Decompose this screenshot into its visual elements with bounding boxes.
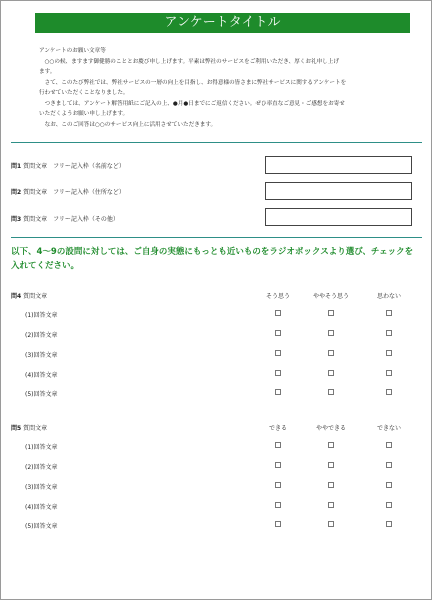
checkbox[interactable] xyxy=(386,389,392,395)
question-number: 問1 xyxy=(11,163,22,170)
intro-line: つきましては、アンケート解答用紙にご記入の上、●月●日までにご返信ください。ぜひ率直なご意見・ご感想をお寄せ xyxy=(39,100,345,107)
checkbox[interactable] xyxy=(328,310,334,316)
checkbox[interactable] xyxy=(275,389,281,395)
divider xyxy=(11,237,422,238)
checkbox[interactable] xyxy=(328,350,334,356)
intro-line: 行わせていただくことなりました。 xyxy=(39,90,129,96)
question-text: 質問文章 フリー記入枠（名前など） xyxy=(23,163,125,170)
answer-label: (2)回答文章 xyxy=(25,332,58,339)
checkbox[interactable] xyxy=(328,370,334,376)
question-2-input[interactable] xyxy=(265,182,412,200)
question-number: 問5 xyxy=(11,425,22,432)
survey-title: アンケートタイトル xyxy=(35,13,410,33)
checkbox[interactable] xyxy=(275,462,281,468)
question-4-label xyxy=(11,291,47,300)
column-header: そう思う xyxy=(265,293,291,300)
question-text: 質問文章 xyxy=(23,293,48,300)
checkbox[interactable] xyxy=(328,462,334,468)
question-number: 問4 xyxy=(11,293,22,300)
column-header: ややできる xyxy=(315,425,347,432)
question-3-label xyxy=(11,214,119,223)
checkbox[interactable] xyxy=(275,350,281,356)
intro-line: アンケートのお願い文章等 xyxy=(39,48,106,54)
intro-line: ます。 xyxy=(39,69,56,75)
answer-label: (1)回答文章 xyxy=(25,444,58,451)
question-text: 質問文章 xyxy=(23,425,48,432)
checkbox[interactable] xyxy=(275,521,281,527)
checkbox[interactable] xyxy=(328,330,334,336)
question-5-label xyxy=(11,423,47,432)
question-3-input[interactable] xyxy=(265,208,412,226)
question-text: 質問文章 フリー記入枠（その他） xyxy=(23,216,119,223)
checkbox[interactable] xyxy=(328,502,334,508)
question-1-label xyxy=(11,161,125,170)
intro-line: ○○の候、ますます御健勝のこととお慶び申し上げます。平素は弊社のサービスをご利用いただき、厚くお礼申し上げ xyxy=(39,58,339,65)
checkbox[interactable] xyxy=(386,521,392,527)
column-header: できる xyxy=(268,425,288,432)
answer-label: (4)回答文章 xyxy=(25,504,58,511)
question-number: 問3 xyxy=(11,216,22,223)
checkbox[interactable] xyxy=(275,330,281,336)
answer-label: (5)回答文章 xyxy=(25,523,58,530)
question-1-input[interactable] xyxy=(265,156,412,174)
checkbox[interactable] xyxy=(386,462,392,468)
checkbox[interactable] xyxy=(275,502,281,508)
checkbox[interactable] xyxy=(386,442,392,448)
answer-label: (3)回答文章 xyxy=(25,352,58,359)
checkbox[interactable] xyxy=(386,310,392,316)
column-header: 思わない xyxy=(376,293,402,300)
question-text: 質問文章 フリー記入枠（住所など） xyxy=(23,189,125,196)
checkbox[interactable] xyxy=(275,482,281,488)
intro-text xyxy=(39,46,399,130)
checkbox[interactable] xyxy=(386,350,392,356)
checkbox[interactable] xyxy=(386,502,392,508)
checkbox[interactable] xyxy=(275,310,281,316)
intro-line: なお、このご回答は○○のサービス向上に活用させていただきます。 xyxy=(39,121,217,128)
checkbox[interactable] xyxy=(386,370,392,376)
answer-label: (4)回答文章 xyxy=(25,372,58,379)
answer-label: (3)回答文章 xyxy=(25,484,58,491)
checkbox[interactable] xyxy=(275,370,281,376)
intro-line: いただくようお願い申し上げます。 xyxy=(39,111,129,117)
answer-label: (2)回答文章 xyxy=(25,464,58,471)
question-2-label xyxy=(11,187,125,196)
column-header: ややそう思う xyxy=(312,293,350,300)
intro-line: さて、このたび弊社では、弊社サービスの一層の向上を目指し、お得意様の皆さまに弊社サービスに関するアンケートを xyxy=(39,79,347,86)
instruction-text: 以下、4～9の設問に対しては、ご自身の実態にもっとも近いものをラジオボックスより選び、チェックを入れてください。 xyxy=(11,247,414,271)
checkbox[interactable] xyxy=(386,330,392,336)
checkbox[interactable] xyxy=(328,482,334,488)
checkbox[interactable] xyxy=(328,389,334,395)
checkbox[interactable] xyxy=(386,482,392,488)
question-number: 問2 xyxy=(11,189,22,196)
answer-label: (5)回答文章 xyxy=(25,391,58,398)
column-header: できない xyxy=(376,425,402,432)
checkbox[interactable] xyxy=(328,442,334,448)
checkbox[interactable] xyxy=(328,521,334,527)
answer-label: (1)回答文章 xyxy=(25,312,58,319)
checkbox[interactable] xyxy=(275,442,281,448)
divider xyxy=(11,142,422,143)
